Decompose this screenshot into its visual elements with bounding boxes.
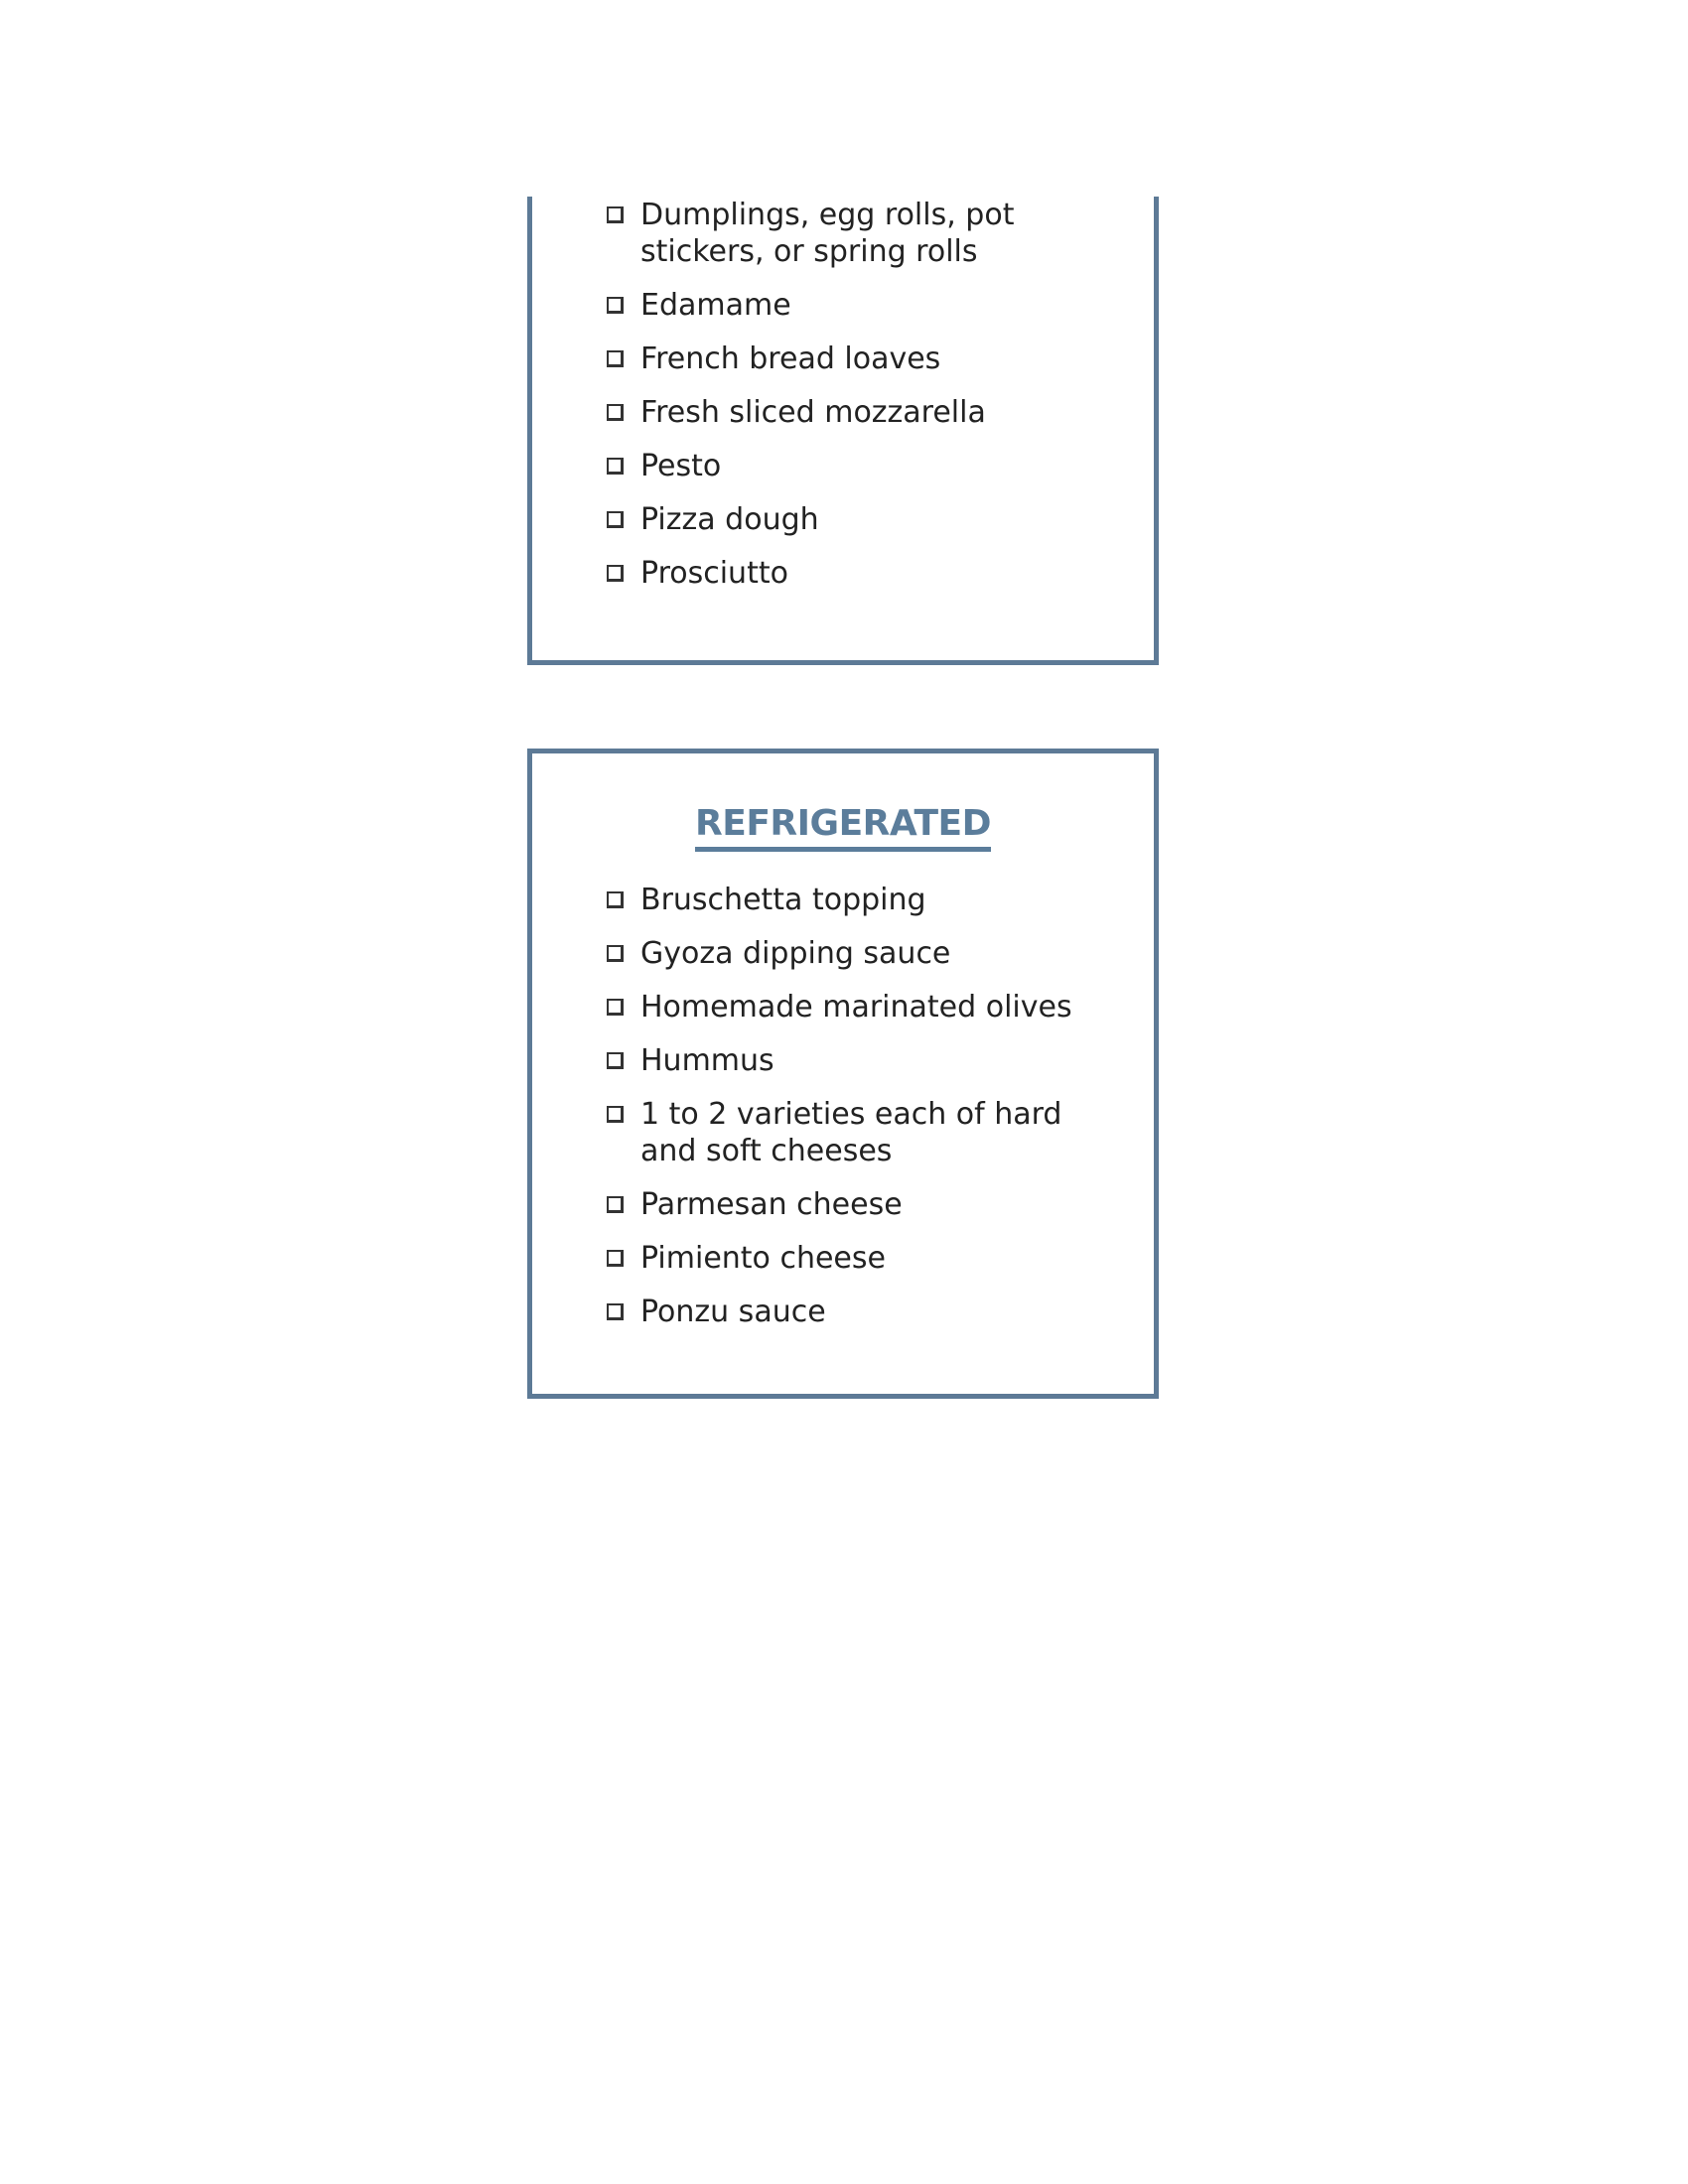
refrigerated-checklist	[532, 882, 1154, 1330]
checkbox[interactable]	[607, 1303, 624, 1320]
list-item	[607, 197, 1073, 270]
item-label: Pesto	[640, 449, 722, 483]
checkbox[interactable]	[607, 1052, 624, 1069]
list-item	[607, 341, 1073, 377]
checkbox[interactable]	[607, 350, 624, 367]
item-label: Homemade marinated olives	[640, 989, 1072, 1024]
list-item	[607, 1294, 1073, 1330]
list-item	[607, 935, 1073, 972]
item-label: Edamame	[640, 288, 791, 323]
item-label: 1 to 2 varieties each of hard and soft cheeses	[640, 1096, 1062, 1168]
list-item	[607, 1096, 1073, 1169]
item-label: French bread loaves	[640, 341, 941, 376]
list-item	[607, 882, 1073, 918]
list-item	[607, 448, 1073, 484]
checkbox[interactable]	[607, 297, 624, 314]
item-label: Pizza dough	[640, 502, 819, 537]
checkbox[interactable]	[607, 404, 624, 421]
item-label: Fresh sliced mozzarella	[640, 395, 986, 430]
checkbox[interactable]	[607, 458, 624, 475]
list-item	[607, 501, 1073, 538]
section-heading-wrap	[532, 805, 1154, 852]
checklist-box-continued	[527, 197, 1159, 665]
list-item	[607, 1042, 1073, 1079]
item-label: Ponzu sauce	[640, 1294, 826, 1329]
list-item	[607, 287, 1073, 324]
checkbox[interactable]	[607, 206, 624, 223]
item-label: Parmesan cheese	[640, 1186, 903, 1222]
refrigerated-box	[527, 749, 1159, 1399]
checkbox[interactable]	[607, 1106, 624, 1123]
item-label: Bruschetta topping	[640, 882, 926, 917]
checkbox[interactable]	[607, 891, 624, 908]
item-label: Dumplings, egg rolls, pot stickers, or spring rolls	[640, 198, 1015, 269]
item-label: Hummus	[640, 1042, 774, 1078]
item-label: Gyoza dipping sauce	[640, 935, 951, 971]
checkbox[interactable]	[607, 565, 624, 582]
list-item	[607, 394, 1073, 431]
checklist-continued	[532, 197, 1154, 592]
list-item	[607, 989, 1073, 1025]
item-label: Prosciutto	[640, 556, 788, 591]
checkbox[interactable]	[607, 511, 624, 528]
list-item	[607, 1186, 1073, 1223]
checkbox[interactable]	[607, 1196, 624, 1213]
checkbox[interactable]	[607, 999, 624, 1016]
checkbox[interactable]	[607, 1250, 624, 1267]
section-heading: REFRIGERATED	[695, 805, 991, 852]
checkbox[interactable]	[607, 945, 624, 962]
list-item	[607, 1240, 1073, 1277]
item-label: Pimiento cheese	[640, 1240, 886, 1276]
list-item	[607, 555, 1073, 592]
